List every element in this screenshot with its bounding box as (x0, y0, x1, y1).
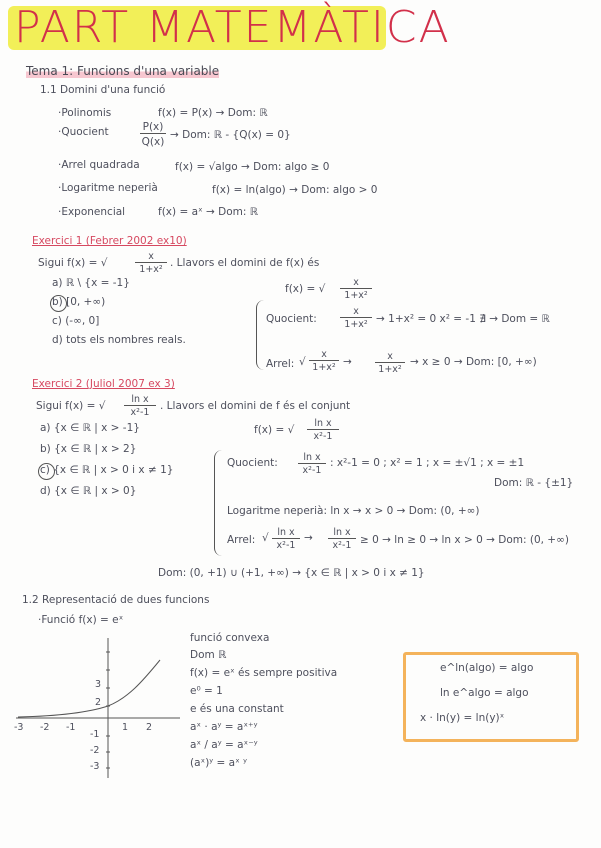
ex2-arrel-den2: x²-1 (332, 540, 352, 551)
ex2-arrel-num2: ln x (328, 527, 356, 539)
ex2-fx-den: x²-1 (313, 431, 333, 442)
ex1-statement-num: x (135, 251, 167, 263)
ex1-option-c: c) (-∞, 0] (52, 315, 100, 327)
item-exp-name: ·Exponencial (58, 206, 126, 218)
box-formula-2: x · ln(y) = ln(y)ˣ (420, 712, 505, 724)
ex1-heading: Exercici 1 (Febrer 2002 ex10) (32, 235, 187, 247)
note-6: aˣ / aʸ = aˣ⁻ʸ (190, 739, 258, 751)
ex2-brace (214, 450, 223, 556)
ex1-quocient-rest: → 1+x² = 0 x² = -1 ∄ → Dom = ℝ (376, 313, 550, 325)
note-5: aˣ · aʸ = aˣ⁺ʸ (190, 721, 258, 733)
ex2-log-line: Logaritme neperià: ln x → x > 0 → Dom: (0, +∞) (227, 505, 480, 517)
tema-heading: Tema 1: Funcions d'una variable (26, 64, 220, 78)
ex2-arrel-sqrt: √ (262, 532, 269, 544)
ex2-fx-num: ln x (307, 418, 339, 430)
box-formula-1: ln e^algo = algo (440, 687, 529, 699)
x-tick-2: 2 (146, 722, 153, 733)
y-tick-3: 3 (95, 679, 102, 690)
ex1-option-b: b) [0, +∞) (52, 296, 106, 308)
ex1-statement-post: . Llavors el domini de f(x) és (170, 257, 320, 269)
ex1-option-a: a) ℝ \ {x = -1} (52, 277, 130, 289)
ex2-quocient-num: ln x (298, 452, 326, 464)
ex2-quocient-den: x²-1 (302, 465, 322, 476)
note-0: funció convexa (190, 632, 270, 644)
note-3: e⁰ = 1 (190, 685, 223, 697)
ex1-statement-pre: Sigui f(x) = √ (38, 257, 108, 269)
item-quocient-num: P(x) (140, 121, 166, 134)
section-1-1-heading: 1.1 Domini d'una funció (40, 84, 166, 96)
ex1-arrel-num2: x (375, 351, 405, 363)
ex1-arrel-sqrt: √ (299, 356, 306, 368)
ex2-statement-pre: Sigui f(x) = √ (36, 400, 106, 412)
item-arrel-name: ·Arrel quadrada (58, 159, 140, 171)
x-tick-m3: -3 (14, 722, 24, 733)
y-tick-m2: -2 (90, 745, 100, 756)
page-title: PART MATEMÀTICA (14, 2, 451, 53)
item-quocient-den: Q(x) (141, 136, 165, 148)
item-quocient-name: ·Quocient (58, 126, 109, 138)
note-1: Dom ℝ (190, 649, 227, 661)
ex1-statement-den: 1+x² (139, 264, 163, 275)
ex1-quocient-num: x (340, 306, 372, 318)
ex1-fx: f(x) = √ (285, 283, 326, 295)
exp-curve (18, 660, 160, 717)
ex2-arrel-label: Arrel: (227, 534, 256, 546)
y-tick-m1: -1 (90, 729, 100, 740)
box-formula-0: e^ln(algo) = algo (440, 662, 534, 674)
x-tick-1: 1 (122, 722, 129, 733)
ex2-quocient-dom: Dom: ℝ - {±1} (494, 477, 574, 489)
ex2-arrel-num: ln x (272, 527, 300, 539)
x-tick-m2: -2 (40, 722, 50, 733)
ex1-arrel-den2: 1+x² (378, 364, 402, 375)
ex2-arrel-arrow: → (304, 532, 313, 544)
note-7: (aˣ)ʸ = aˣ ʸ (190, 757, 248, 769)
ex2-statement-den: x²-1 (130, 407, 150, 418)
item-polinomis-expr: f(x) = P(x) → Dom: ℝ (158, 107, 268, 119)
item-polinomis-name: ·Polinomis (58, 107, 112, 119)
note-2: f(x) = eˣ és sempre positiva (190, 667, 338, 679)
item-quocient-expr: → Dom: ℝ - {Q(x) = 0} (170, 129, 291, 141)
ex1-option-d: d) tots els nombres reals. (52, 334, 186, 346)
ex2-arrel-rest: ≥ 0 → ln ≥ 0 → ln x > 0 → Dom: (0, +∞) (360, 534, 569, 546)
ex2-option-a: a) {x ∈ ℝ | x > -1} (40, 422, 140, 434)
ex1-quocient-label: Quocient: (266, 313, 317, 325)
ex1-arrel-label: Arrel: (266, 358, 295, 370)
item-log-name: ·Logaritme neperià (58, 182, 158, 194)
ex1-arrel-num: x (309, 349, 339, 361)
ex2-fx: f(x) = √ (254, 424, 295, 436)
y-tick-2: 2 (95, 697, 102, 708)
section-1-2-heading: 1.2 Representació de dues funcions (22, 594, 210, 606)
ex2-option-c: c) {x ∈ ℝ | x > 0 i x ≠ 1} (40, 464, 174, 476)
ex2-heading: Exercici 2 (Juliol 2007 ex 3) (32, 378, 175, 390)
item-arrel-expr: f(x) = √algo → Dom: algo ≥ 0 (175, 161, 330, 173)
item-log-expr: f(x) = ln(algo) → Dom: algo > 0 (212, 184, 378, 196)
ex1-arrel-arrow: → (343, 356, 352, 368)
ex1-fx-num: x (340, 277, 372, 289)
ex2-arrel-den: x²-1 (276, 540, 296, 551)
ex1-fx-den: 1+x² (344, 290, 368, 301)
ex2-quocient-label: Quocient: (227, 457, 278, 469)
ex2-statement-num: ln x (124, 394, 156, 406)
ex2-option-d: d) {x ∈ ℝ | x > 0} (40, 485, 137, 497)
note-4: e és una constant (190, 703, 284, 715)
ex2-quocient-rest: : x²-1 = 0 ; x² = 1 ; x = ±√1 ; x = ±1 (330, 457, 525, 469)
ex1-brace (256, 300, 265, 370)
y-tick-m3: -3 (90, 761, 100, 772)
ex2-option-b: b) {x ∈ ℝ | x > 2} (40, 443, 137, 455)
item-exp-expr: f(x) = aˣ → Dom: ℝ (158, 206, 259, 218)
ex1-arrel-rest: → x ≥ 0 → Dom: [0, +∞) (410, 356, 537, 368)
ex1-arrel-den: 1+x² (312, 362, 336, 373)
ex2-dom-final: Dom: (0, +1) ∪ (+1, +∞) → {x ∈ ℝ | x > 0 i x ≠ 1} (158, 567, 425, 579)
ex2-statement-post: . Llavors el domini de f és el conjunt (160, 400, 351, 412)
x-tick-m1: -1 (66, 722, 76, 733)
func-exp-heading: ·Funció f(x) = eˣ (38, 614, 124, 626)
ex1-quocient-den: 1+x² (344, 319, 368, 330)
